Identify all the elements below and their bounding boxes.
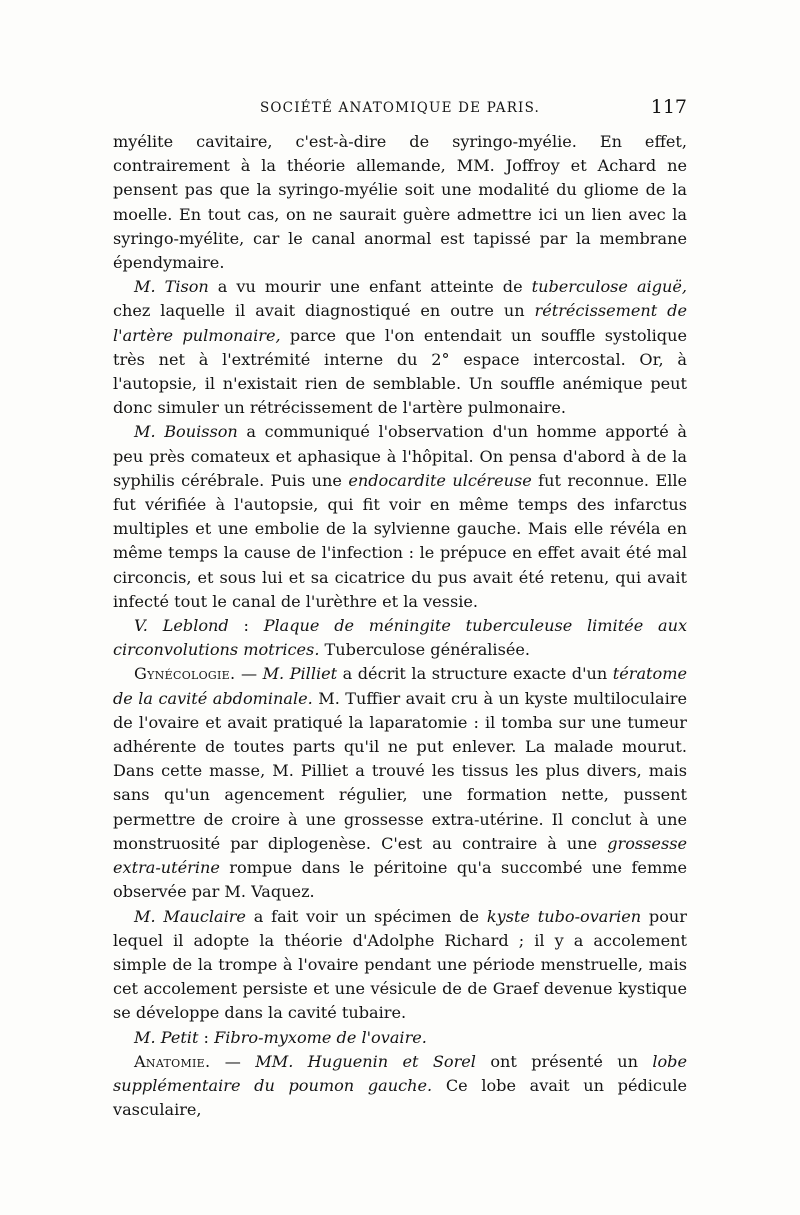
author-name: V. Leblond [134,616,229,636]
paragraph-text: ont présenté un [475,1051,653,1071]
paragraph-text: a vu mourir une enfant atteinte de [208,277,532,297]
page-number: 117 [650,96,687,118]
paragraph-text: Ce lobe avait un pédicule vasculaire, [113,1075,687,1120]
paragraph-text: pour lequel il adopte la théorie d'Adolphe Richard ; il y a accolement simple de la trompe à l'ovaire pendant une période menstruelle, mais cet accolement persiste et une vésicule de de Graef devenue kystique se développe dans la cavité tubaire. [113,906,687,1023]
author-name: M. Tison [134,277,209,297]
section-heading: Gynécologie. [134,664,236,684]
author-name: M. Bouisson [134,422,238,442]
section-heading: Anatomie. [134,1051,211,1071]
italic-term: rétrécissement de l'artère pulmonaire, [113,301,688,345]
italic-term: tuberculose aiguë, [531,277,688,297]
paragraph-text: a décrit la structure exacte d'un [337,664,613,684]
paragraph-text: a communiqué l'observation d'un homme apporté à peu près comateux et aphasique à l'hôpital. On pensa d'abord à de la syphilis cérébrale. Puis une [113,422,687,490]
communication-title: Plaque de méningite tuberculeuse limitée aux circonvolutions motrices. [113,616,688,660]
paragraph-mauclaire [113,905,687,1026]
separator: : [198,1027,215,1047]
italic-term: kyste tubo-ovarien [486,906,642,926]
paragraph-text: fut reconnue. Elle fut vérifiée à l'autopsie, qui fit voir en même temps des infarctus multiples et une embolie de la sylvienne gauche. Mais elle révéla en même temps la cause de l'infection : le prépuce en effet avait été mal circoncis, et sous lui et sa cicatrice du pus avait été retenu, qui avait infecté tout le canal de l'urèthre et la vessie. [113,470,688,611]
section-dash: — [210,1051,256,1071]
paragraph-petit [113,1026,687,1050]
paragraph-gynecologie [113,662,687,904]
running-title: SOCIÉTÉ ANATOMIQUE DE PARIS. [259,100,541,116]
italic-term: endocardite ulcéreuse [348,470,532,490]
paragraph-text: chez laquelle il avait diagnostiqué en outre un [113,301,535,321]
author-name: MM. Huguenin et Sorel [255,1051,476,1071]
italic-term: lobe supplémentaire du poumon gauche. [113,1051,687,1095]
section-dash: — [235,664,263,684]
paragraph-text: a fait voir un spécimen de [245,906,487,926]
author-name: M. Pilliet [262,664,338,684]
paragraph-anatomie [113,1050,687,1123]
running-header [113,96,687,122]
separator: : [228,616,264,636]
paragraph-text: M. Tuffier avait cru à un kyste multiloculaire de l'ovaire et avait pratiqué la laparatomie : il tomba sur une tumeur adhérente de toutes parts qu'il ne put enlever. La malade mourut. Dans cette masse, M. Pilliet a trouvé les tissus les plus divers, mais sans qu'un agencement régulier, une formation nette, pussent permettre de croire à une grossesse extra-utérine. Il conclut à une monstruosité par diplogenèse. C'est au contraire à une [113,688,687,853]
communication-title: Fibro-myxome de l'ovaire. [214,1027,427,1047]
paragraph-bouisson [113,420,687,614]
italic-term: grossesse extra-utérine [113,833,687,878]
paragraph-text: parce que l'on entendait un souffle systolique très net à l'extrémité interne du 2° espace intercostal. Or, à l'autopsie, il n'existait rien de semblable. Un souffle anémique peut donc simuler un rétrécissement de l'artère pulmonaire. [113,325,688,418]
author-name: M. Mauclaire [134,906,246,926]
paragraph-text: Tuberculose généralisée. [319,640,531,660]
paragraph-syringomyelie [113,130,687,275]
paragraph-leblond [113,614,687,662]
body-text [113,130,687,1122]
italic-term: tératome de la cavité abdominale. [113,664,687,708]
paragraph-tison [113,275,687,420]
paragraph-text: rompue dans le péritoine qu'a succombé une femme observée par M. Vaquez. [113,858,687,902]
author-name: M. Petit [134,1027,199,1047]
paragraph-text: myélite cavitaire, c'est-à-dire de syringo-myélie. En effet, contrairement à la théorie allemande, MM. Joffroy et Achard ne pensent pas que la syringo-myélie soit une modalité du gliome de la moelle. En tout cas, on ne saurait guère admettre ici un lien avec la syringo-myélite, car le canal anormal est tapissé par la membrane épendymaire. [113,132,687,273]
